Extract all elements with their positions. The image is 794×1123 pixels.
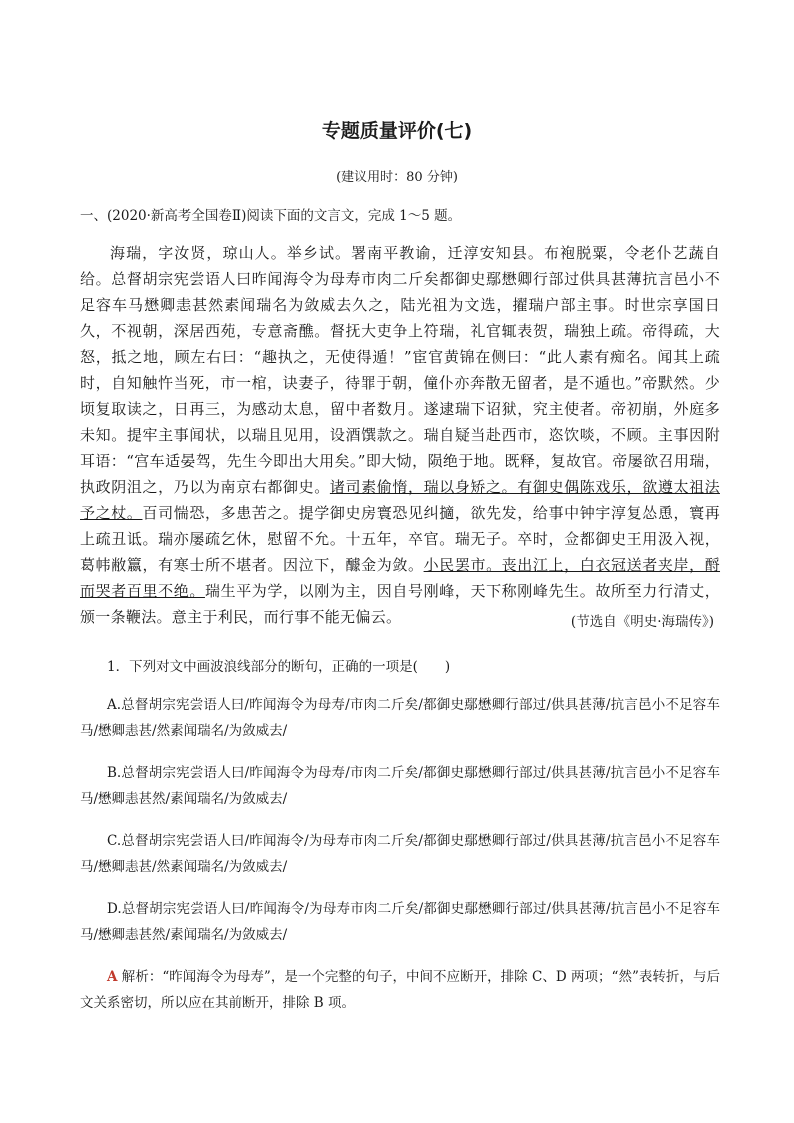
question-1: 1．下列对文中画波浪线部分的断句，正确的一项是( ) — [107, 659, 451, 675]
answer-explanation — [80, 964, 720, 1016]
suggested-time: (建议用时：80 分钟) — [336, 170, 458, 185]
page-title: 专题质量评价(七) — [321, 120, 473, 142]
passage-underlined-1: 诸司素偷惰，瑞以身矫之。有御史偶陈戏乐，欲遵太祖法予之杖。 — [80, 478, 720, 522]
passage-underlined-2: 小民罢市。丧出江上，白衣冠送者夹岸，酹而哭者百里不绝。 — [80, 556, 721, 600]
section-heading: 一、(2020·新高考全国卷Ⅱ)阅读下面的文言文，完成 1～5 题。 — [80, 208, 462, 224]
classical-passage — [80, 240, 720, 630]
answer-text: 解析：“昨闻海令为母寿”，是一个完整的句子，中间不应断开，排除 C、D 两项；“然”表转折，与后文关系密切，所以应在其前断开，排除 B 项。 — [80, 969, 720, 1011]
passage-text-3: 瑞生平为学，以刚为主，因自号刚峰，天下称刚峰先生。故所至力行清丈，颁一条鞭法。意主于利民，而行事不能无偏云。 — [80, 582, 721, 626]
option-a: A.总督胡宗宪尝语人曰/昨闻海令为母寿/市肉二斤矣/都御史鄢懋卿行部过/供具甚薄/抗言邑小不足容车马/懋卿恚甚/然素闻瑞名/为敛威去/ — [80, 697, 720, 739]
answer-letter: A — [107, 969, 118, 985]
passage-source: (节选自《明史·海瑞传》) — [570, 614, 714, 630]
option-d: D.总督胡宗宪尝语人曰/昨闻海令/为母寿市肉二斤矣/都御史鄢懋卿行部过/供具甚薄/抗言邑小不足容车马/懋卿恚甚然/素闻瑞名/为敛威去/ — [80, 901, 720, 943]
option-c: C.总督胡宗宪尝语人曰/昨闻海令/为母寿市肉二斤矣/都御史鄢懋卿行部过/供具甚薄/抗言邑小不足容车马/懋卿恚甚/然素闻瑞名/为敛威去/ — [80, 833, 720, 875]
passage-text-2: 百司惴恐，多患苦之。提学御史房寰恐见纠擿，欲先发，给事中钟宇淳复怂恿，寰再上疏丑诋。瑞亦屡疏乞休，慰留不允。十五年，卒官。瑞无子。卒时，佥都御史王用汲入视，葛帏敝籝，有寒士所不堪者。因泣下，醵金为敛。 — [80, 504, 721, 574]
passage-text-1: 海瑞，字汝贤，琼山人。举乡试。署南平教谕，迁淳安知县。布袍脱粟，令老仆艺蔬自给。总督胡宗宪尝语人曰昨闻海令为母寿市肉二斤矣都御史鄢懋卿行部过供具甚薄抗言邑小不足容车马懋卿恚甚然素闻瑞名为敛威去久之，陆光祖为文选，擢瑞户部主事。时世宗享国日久，不视朝，深居西苑，专意斋醮。督抚大吏争上符瑞，礼官辄表贺，瑞独上疏。帝得疏，大怒，抵之地，顾左右曰：“趣执之，无使得遁！”宦官黄锦在侧曰：“此人素有痴名。闻其上疏时，自知触忤当死，市一棺，诀妻子，待罪于朝，僮仆亦奔散无留者，是不遁也。”帝默然。少顷复取读之，日再三，为感动太息，留中者数月。遂逮瑞下诏狱，究主使者。帝初崩，外庭多未知。提牢主事闻状，以瑞且见用，设酒馔款之。瑞自疑当赴西市，恣饮啖，不顾。主事因附耳语：“宫车适晏驾，先生今即出大用矣。”即大恸，陨绝于地。既释，复故官。帝屡欲召用瑞，执政阴沮之，乃以为南京右都御史。 — [80, 244, 720, 496]
option-b: B.总督胡宗宪尝语人曰/昨闻海令为母寿/市肉二斤矣/都御史鄢懋卿行部过/供具甚薄/抗言邑小不足容车马/懋卿恚甚然/素闻瑞名/为敛威去/ — [80, 765, 720, 807]
